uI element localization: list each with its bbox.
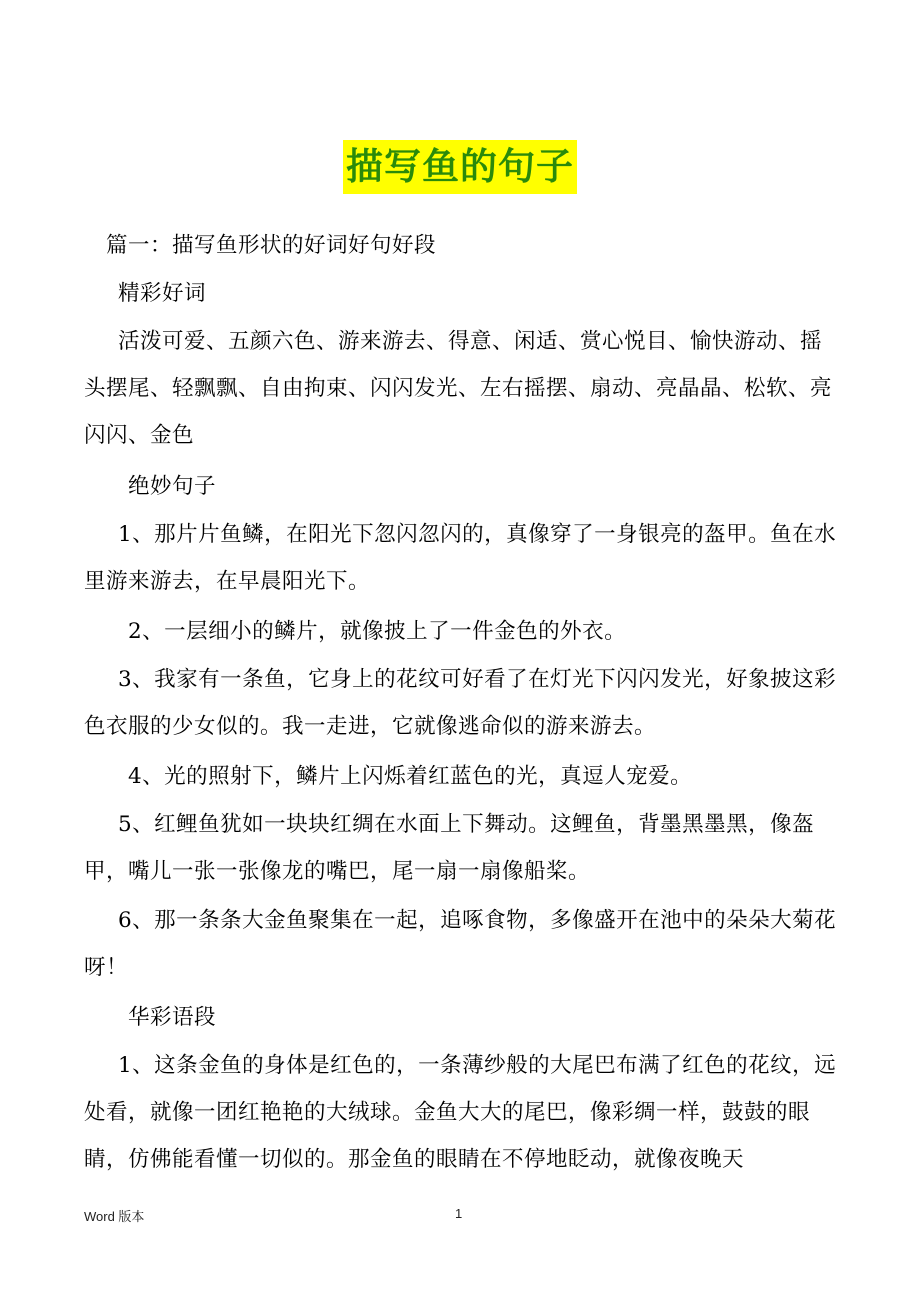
section-heading: 篇一：描写鱼形状的好词好句好段 (106, 233, 437, 258)
page-number: 1 (455, 1206, 463, 1221)
sentence-5: 5、红鲤鱼犹如一块块红绸在水面上下舞动。这鲤鱼，背墨黑墨黑，像盔甲，嘴儿一张一张像龙的嘴巴，尾一扇一扇像船桨。 (84, 812, 815, 884)
sentence-6: 6、那一条条大金鱼聚集在一起，追啄食物，多像盛开在池中的朵朵大菊花呀！ (84, 908, 837, 980)
words-paragraph: 活泼可爱、五颜六色、游来游去、得意、闲适、赏心悦目、愉快游动、摇头摆尾、轻飘飘、自由拘束、闪闪发光、左右摇摆、扇动、亮晶晶、松软、亮闪闪、金色 (84, 329, 833, 448)
sentence-2: 2、一层细小的鳞片，就像披上了一件金色的外衣。 (128, 619, 627, 644)
subheading-paragraphs: 华彩语段 (128, 1005, 217, 1030)
paragraph-1: 1、这条金鱼的身体是红色的，一条薄纱般的大尾巴布满了红色的花纹，远处看，就像一团红艳艳的大绒球。金鱼大大的尾巴，像彩绸一样，鼓鼓的眼睛，仿佛能看懂一切似的。那金鱼的眼睛在不停地眨动，就像夜晚天 (84, 1053, 837, 1172)
sentence-3: 3、我家有一条鱼，它身上的花纹可好看了在灯光下闪闪发光，好象披这彩色衣服的少女似的。我一走进，它就像逃命似的游来游去。 (84, 667, 837, 739)
subheading-words: 精彩好词 (118, 281, 207, 306)
footer-label: Word 版本 (84, 1209, 145, 1224)
subheading-sentences: 绝妙句子 (128, 474, 217, 499)
title-container (0, 140, 920, 194)
sentence-1: 1、那片片鱼鳞，在阳光下忽闪忽闪的，真像穿了一身银亮的盔甲。鱼在水里游来游去，在早晨阳光下。 (84, 522, 837, 594)
sentence-4: 4、光的照射下，鳞片上闪烁着红蓝色的光，真逗人宠爱。 (128, 764, 693, 789)
page-title: 描写鱼的句子 (343, 140, 577, 194)
